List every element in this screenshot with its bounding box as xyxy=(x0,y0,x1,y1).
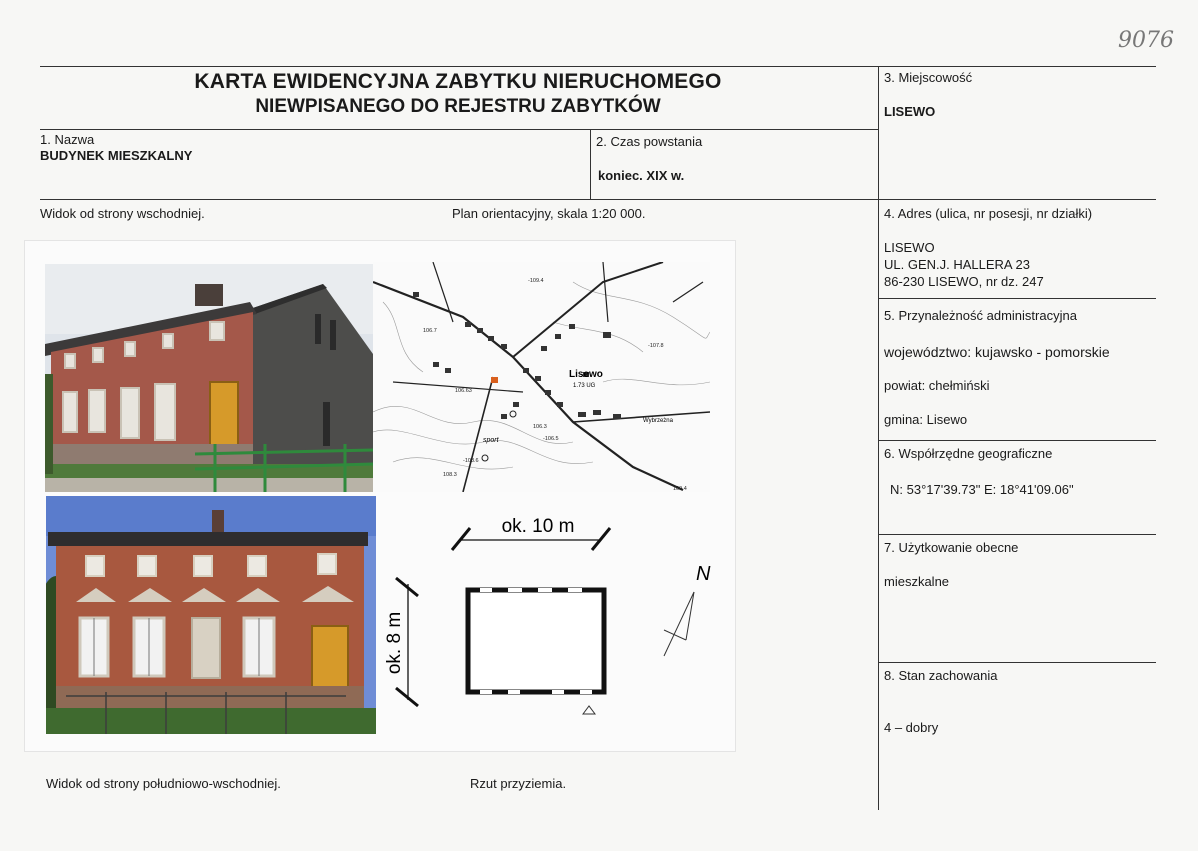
uzytkowanie-value: mieszkalne xyxy=(884,574,950,589)
photo-southeast-view xyxy=(46,496,376,734)
wojewodztwo-value: województwo: kujawsko - pomorskie xyxy=(884,344,1110,360)
czas-label: 2. Czas powstania xyxy=(596,134,703,149)
caption-southeast-view: Widok od strony południowo-wschodniej. xyxy=(46,776,281,791)
adres-line1: LISEWO xyxy=(884,240,935,255)
handwritten-catalog-number: 9076 xyxy=(1118,28,1174,53)
card-title: KARTA EWIDENCYJNA ZABYTKU NIERUCHOMEGO xyxy=(194,70,722,93)
sep-przynaleznosc xyxy=(878,440,1156,441)
map-elev-3: 106.63 xyxy=(455,388,472,394)
caption-floorplan: Rzut przyziemia. xyxy=(470,776,567,791)
map-elev-6: 109.4 xyxy=(673,486,687,492)
name-time-divider xyxy=(590,129,591,199)
nazwa-label: 1. Nazwa xyxy=(40,132,95,147)
map-elev-5: 106.3 xyxy=(533,424,547,430)
sep-adres xyxy=(878,298,1156,299)
map-town-sub: 1.73 UG xyxy=(573,383,596,389)
wspolrzedne-label: 6. Współrzędne geograficzne xyxy=(884,446,1053,461)
wspolrzedne-value: N: 53°17'39.73" E: 18°41'09.06" xyxy=(890,482,1074,497)
gmina-value: gmina: Lisewo xyxy=(884,412,968,427)
main-divider xyxy=(878,66,879,810)
card-subtitle: NIEWPISANEGO DO REJESTRU ZABYTKÓW xyxy=(255,96,661,117)
map-sport-label: sport xyxy=(483,437,499,444)
north-label: N xyxy=(696,563,711,585)
nazwa-value: BUDYNEK MIESZKALNY xyxy=(40,148,193,163)
orientation-map xyxy=(373,262,710,492)
caption-plan: Plan orientacyjny, skala 1:20 000. xyxy=(452,206,646,221)
adres-label: 4. Adres (ulica, nr posesji, nr działki) xyxy=(884,206,1093,221)
przynaleznosc-label: 5. Przynależność administracyjna xyxy=(884,308,1077,323)
row1-bottom-line xyxy=(40,199,1156,200)
depth-label: ok. 8 m xyxy=(384,611,405,675)
adres-line2: UL. GEN.J. HALLERA 23 xyxy=(884,257,1030,272)
map-elev-7: -108.6 xyxy=(463,458,479,464)
map-town-label: Lisewo xyxy=(569,369,603,380)
powiat-value: powiat: chełmiński xyxy=(884,378,990,393)
photo-east-view xyxy=(45,264,373,492)
map-street-label: Wybrzeżna xyxy=(643,418,673,424)
sep-wspolrzedne xyxy=(878,534,1156,535)
width-label: ok. 10 m xyxy=(501,516,575,537)
map-elev-2: -107.8 xyxy=(648,343,664,349)
header-bottom-line xyxy=(40,129,878,130)
stan-label: 8. Stan zachowania xyxy=(884,668,998,683)
adres-line3: 86-230 LISEWO, nr dz. 247 xyxy=(884,274,1044,289)
map-elev-4: -106.5 xyxy=(543,436,559,442)
uzytkowanie-label: 7. Użytkowanie obecne xyxy=(884,540,1019,555)
sep-uzytkowanie xyxy=(878,662,1156,663)
north-arrow-icon xyxy=(664,592,694,656)
miejscowosc-label: 3. Miejscowość xyxy=(884,70,973,85)
map-elev-0: -109.4 xyxy=(528,278,544,284)
caption-east-view: Widok od strony wschodniej. xyxy=(40,206,205,221)
top-border-line xyxy=(40,66,1156,67)
floorplan-sketch xyxy=(380,500,730,740)
entrance-marker xyxy=(583,706,595,714)
floorplan-outline xyxy=(468,590,604,692)
map-elev-8: 108.3 xyxy=(443,472,457,478)
czas-value: koniec. XIX w. xyxy=(598,168,685,183)
map-elev-1: 106.7 xyxy=(423,328,437,334)
miejscowosc-value: LISEWO xyxy=(884,104,936,119)
stan-value: 4 – dobry xyxy=(884,720,939,735)
